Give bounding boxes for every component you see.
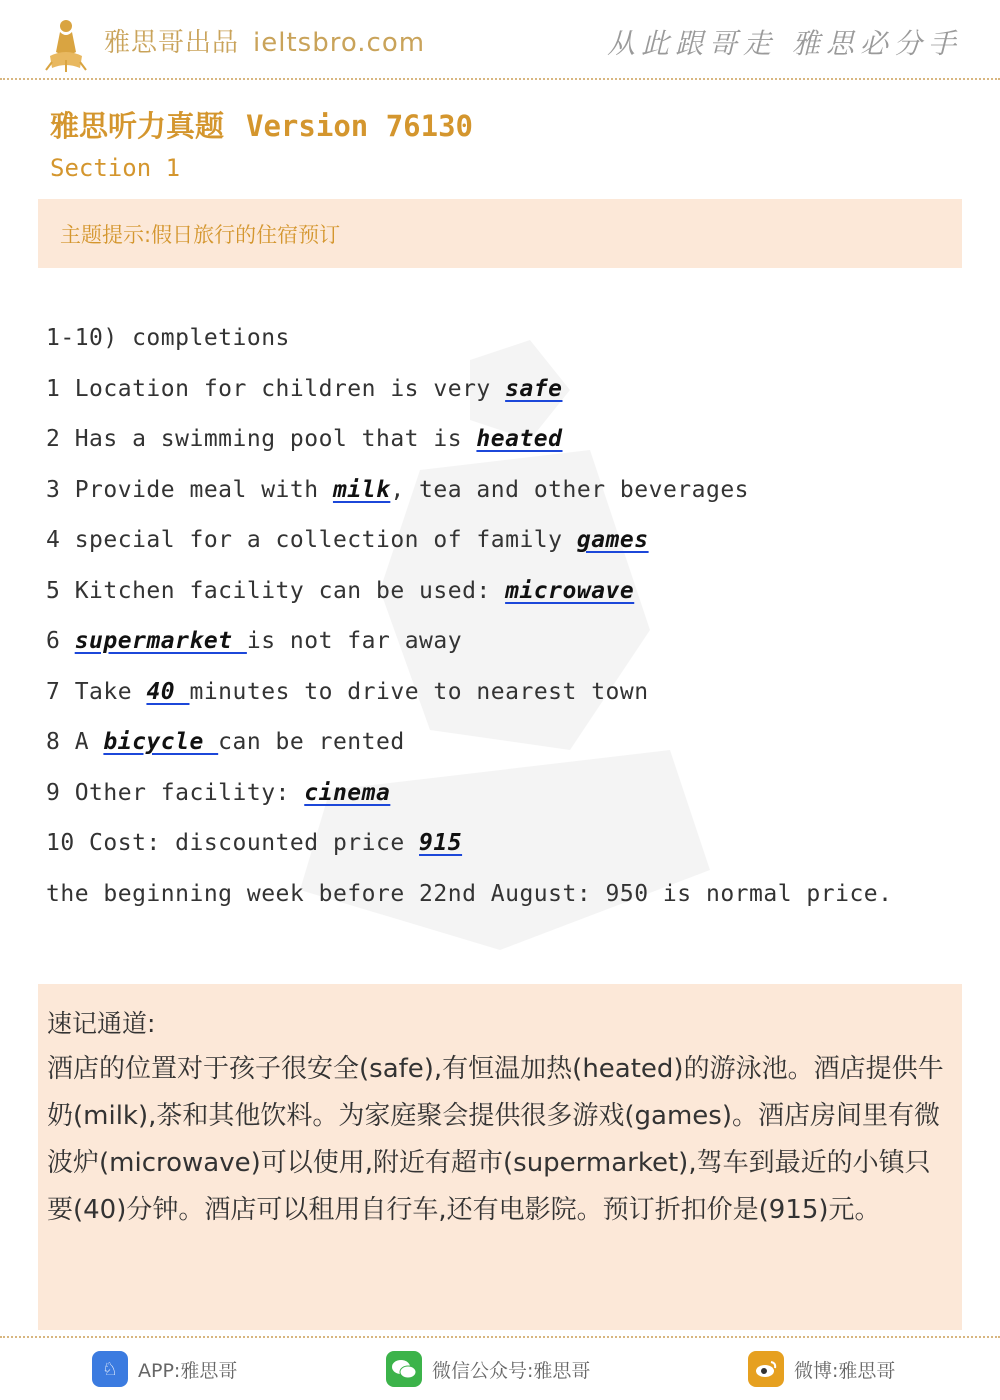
footer-divider — [0, 1336, 1000, 1338]
answer: 915 — [419, 830, 463, 856]
notes-heading: 速记通道: — [47, 1009, 156, 1038]
footer-app[interactable] — [92, 1350, 237, 1388]
answer: heated — [476, 426, 563, 452]
brand-name — [104, 22, 425, 59]
topic-banner — [38, 199, 962, 268]
list-item: 7 Take 40 minutes to drive to nearest town — [46, 678, 649, 705]
footer-wechat-label: 微信公众号:雅思哥 — [432, 1359, 591, 1382]
header-divider — [0, 78, 1000, 80]
version-text: Version 76130 — [246, 109, 473, 143]
brand-site[interactable]: ieltsbro.com — [253, 28, 426, 58]
answer: supermarket — [74, 628, 247, 654]
list-item: 8 A bicycle can be rented — [46, 729, 405, 755]
footer — [0, 1340, 1000, 1400]
list-item: 4 special for a collection of family games — [46, 527, 649, 553]
page-title — [50, 104, 473, 145]
answer: 40 — [146, 678, 190, 705]
ieltsbro-logo-icon — [44, 12, 88, 72]
notes-body: 酒店的位置对于孩子很安全(safe),有恒温加热(heated)的游泳池。酒店提供牛奶(milk),茶和其他饮料。为家庭聚会提供很多游戏(games)。酒店房间里有微波炉(microwave)可以使用,附近有超市(supermarket),驾车到最近的小镇只要(40)分钟。酒店可以租用自行车,还有电影院。预订折扣价是(915)元。 — [47, 1054, 944, 1225]
footer-wechat[interactable] — [386, 1350, 590, 1388]
list-item: 10 Cost: discounted price 915 — [46, 830, 463, 856]
wechat-icon — [386, 1351, 422, 1387]
question-list — [46, 318, 956, 924]
slogan: 从此跟哥走 雅思必分手 — [607, 27, 962, 60]
list-item: 9 Other facility: cinema — [46, 779, 391, 806]
answer: safe — [505, 375, 563, 402]
answer: milk — [332, 476, 391, 503]
app-icon: ♘ — [92, 1351, 128, 1387]
page-header — [0, 0, 1000, 80]
answer: cinema — [304, 779, 391, 806]
footer-app-label: APP:雅思哥 — [138, 1359, 238, 1382]
list-item: 1 Location for children is very safe — [46, 375, 563, 402]
answer: bicycle — [103, 729, 219, 755]
list-item: 6 supermarket is not far away — [46, 628, 463, 654]
answer: microwave — [505, 577, 635, 604]
list-item: 5 Kitchen facility can be used: microwave — [46, 577, 635, 604]
answer: games — [576, 527, 649, 553]
list-item: 3 Provide meal with milk, tea and other beverages — [46, 476, 750, 503]
list-item: 1-10) completions — [46, 325, 290, 351]
topic-text: 主题提示:假日旅行的住宿预订 — [60, 223, 341, 247]
weibo-icon — [748, 1351, 784, 1387]
list-item: 2 Has a swimming pool that is heated — [46, 426, 563, 452]
notes-panel — [38, 984, 962, 1330]
section-label: Section 1 — [50, 154, 181, 182]
list-item: the beginning week before 22nd August: 950 is normal price. — [46, 880, 893, 907]
brand-cn: 雅思哥出品 — [104, 28, 240, 58]
footer-weibo[interactable] — [748, 1350, 895, 1388]
footer-weibo-label: 微博:雅思哥 — [794, 1359, 896, 1382]
title-text: 雅思听力真题 — [50, 109, 225, 143]
